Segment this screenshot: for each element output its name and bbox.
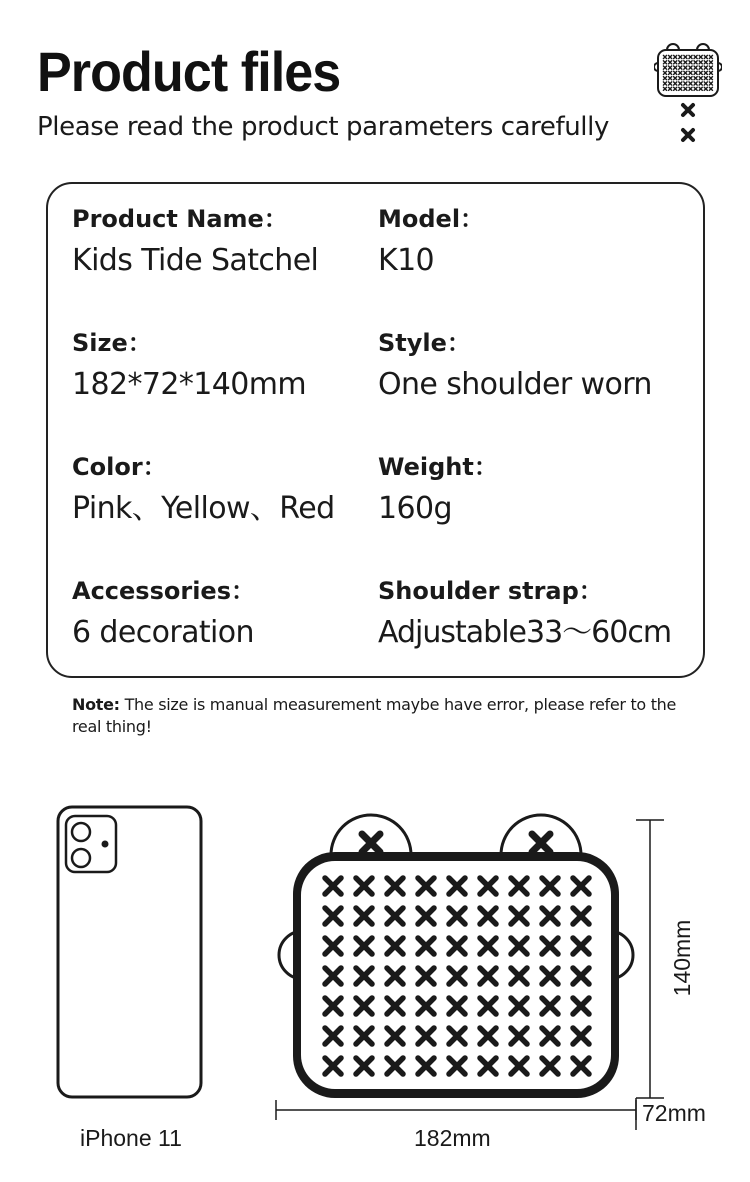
spec-size <box>72 328 306 406</box>
spec-style <box>378 328 652 406</box>
bag-outline-icon <box>279 815 633 1098</box>
note-label: Note: <box>72 695 120 714</box>
spec-shoulder-strap <box>378 576 671 654</box>
spec-value: 182*72*140mm <box>72 367 306 402</box>
spec-value: K10 <box>378 243 435 278</box>
spec-label: Color： <box>72 453 167 481</box>
spec-value: Kids Tide Satchel <box>72 243 319 278</box>
page-title: Product files <box>37 40 341 103</box>
spec-value: One shoulder worn <box>378 367 652 402</box>
width-label: 182mm <box>414 1125 491 1151</box>
spec-label: Accessories： <box>72 577 255 605</box>
note-text: The size is manual measurement maybe have error, please refer to the real thing! <box>72 695 677 736</box>
spec-value: 6 decoration <box>72 615 254 650</box>
spec-value: Adjustable33～60cm <box>378 615 672 650</box>
spec-label: Product Name： <box>72 205 288 233</box>
depth-label: 72mm <box>642 1100 706 1126</box>
spec-label: Model： <box>378 205 485 233</box>
size-illustration <box>0 780 750 1182</box>
note <box>72 694 682 738</box>
spec-value: Pink、Yellow、Red <box>72 491 335 526</box>
spec-weight <box>378 452 498 530</box>
spec-value: 160g <box>378 491 452 526</box>
spec-label: Style： <box>378 329 471 357</box>
spec-model <box>378 204 484 282</box>
phone-caption: iPhone 11 <box>80 1125 182 1151</box>
spec-label: Size： <box>72 329 152 357</box>
spec-color <box>72 452 335 530</box>
spec-label: Weight： <box>378 453 498 481</box>
spec-label: Shoulder strap： <box>378 577 603 605</box>
spec-card <box>46 182 705 678</box>
phone-outline-icon <box>58 807 201 1097</box>
spec-product-name <box>72 204 318 282</box>
bag-logo-icon <box>654 42 722 146</box>
spec-accessories <box>72 576 255 654</box>
page-subtitle: Please read the product parameters carefully <box>37 112 609 142</box>
height-label: 140mm <box>669 919 695 997</box>
